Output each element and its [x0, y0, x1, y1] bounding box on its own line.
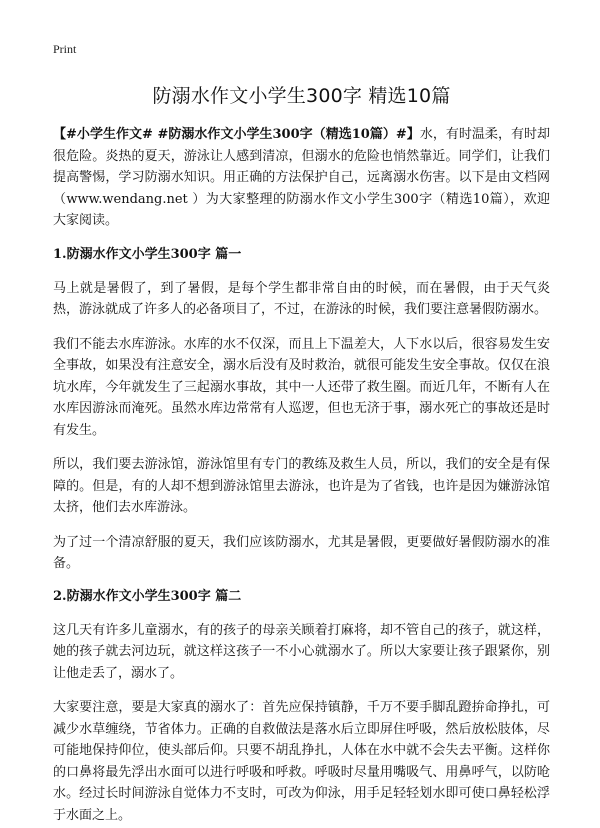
intro-text: 水，有时温柔，有时却很危险。炎热的夏天，游泳让人感到清凉，但溺水的危险也悄然靠近。同学们，让我们提高警惕，学习防溺水知识。用正确的方法保护自己，远离溺水伤害。以下是由文档网（www.wendang.net ）为大家整理的防溺水作文小学生300字（精选10篇），欢迎大家阅读。 [53, 127, 550, 228]
intro-tag: 【#小学生作文# #防溺水作文小学生300字（精选10篇）#】 [53, 127, 420, 142]
intro-paragraph [53, 124, 550, 232]
section-2 [53, 588, 550, 827]
section-heading: 1.防溺水作文小学生300字 篇一 [53, 246, 242, 262]
page-title: 防溺水作文小学生300字 精选10篇 [152, 85, 451, 107]
section-1 [53, 246, 550, 575]
section-paragraph: 这几天有许多儿童溺水，有的孩子的母亲关顾着打麻将，却不管自己的孩子，就这样，她的孩子就去河边玩，就这样这孩子一不小心就溺水了。所以大家要让孩子跟紧你，别让他走丢了，溺水了。 [53, 622, 550, 681]
section-heading: 2.防溺水作文小学生300字 篇二 [53, 588, 242, 604]
print-label: Print [53, 42, 77, 56]
section-paragraph: 所以，我们要去游泳馆，游泳馆里有专门的教练及救生人员，所以，我们的安全是有保障的。但是，有的人却不想到游泳馆里去游泳，也许是为了省钱，也许是因为嫌游泳馆太挤，他们去水库游泳。 [53, 457, 550, 515]
section-paragraph: 马上就是暑假了，到了暑假，是每个学生都非常自由的时候，而在暑假，由于天气炎热，游泳就成了许多人的必备项目了，不过，在游泳的时候，我们要注意暑假防溺水。 [53, 280, 550, 317]
section-paragraph: 为了过一个清凉舒服的夏天，我们应该防溺水，尤其是暑假，更要做好暑假防溺水的准备。 [53, 534, 550, 571]
section-paragraph: 大家要注意，要是大家真的溺水了：首先应保持镇静，千万不要手脚乱蹬拚命挣扎，可减少水草缠绕，节省体力。正确的自救做法是落水后立即屏住呼吸，然后放松肢体，尽可能地保持仰位，使头部后仰。只要不胡乱挣扎，人体在水中就不会失去平衡。这样你的口鼻将最先浮出水面可以进行呼吸和呼救。呼吸时尽量用嘴吸气、用鼻呼气，以防呛水。经过长时间游泳自觉体力不支时，可改为仰泳，用手足轻轻划水即可使口鼻轻松浮于水面之上。 [53, 700, 550, 823]
section-paragraph: 我们不能去水库游泳。水库的水不仅深，而且上下温差大，人下水以后，很容易发生安全事故，如果没有注意安全，溺水后没有及时救治，就很可能发生安全事故。仅仅在浪坑水库，今年就发生了三起溺水事故，其中一人还带了救生圈。而近几年，不断有人在水库因游泳而淹死。虽然水库边常常有人巡逻，但也无济于事，溺水死亡的事故还是时有发生。 [53, 336, 550, 438]
